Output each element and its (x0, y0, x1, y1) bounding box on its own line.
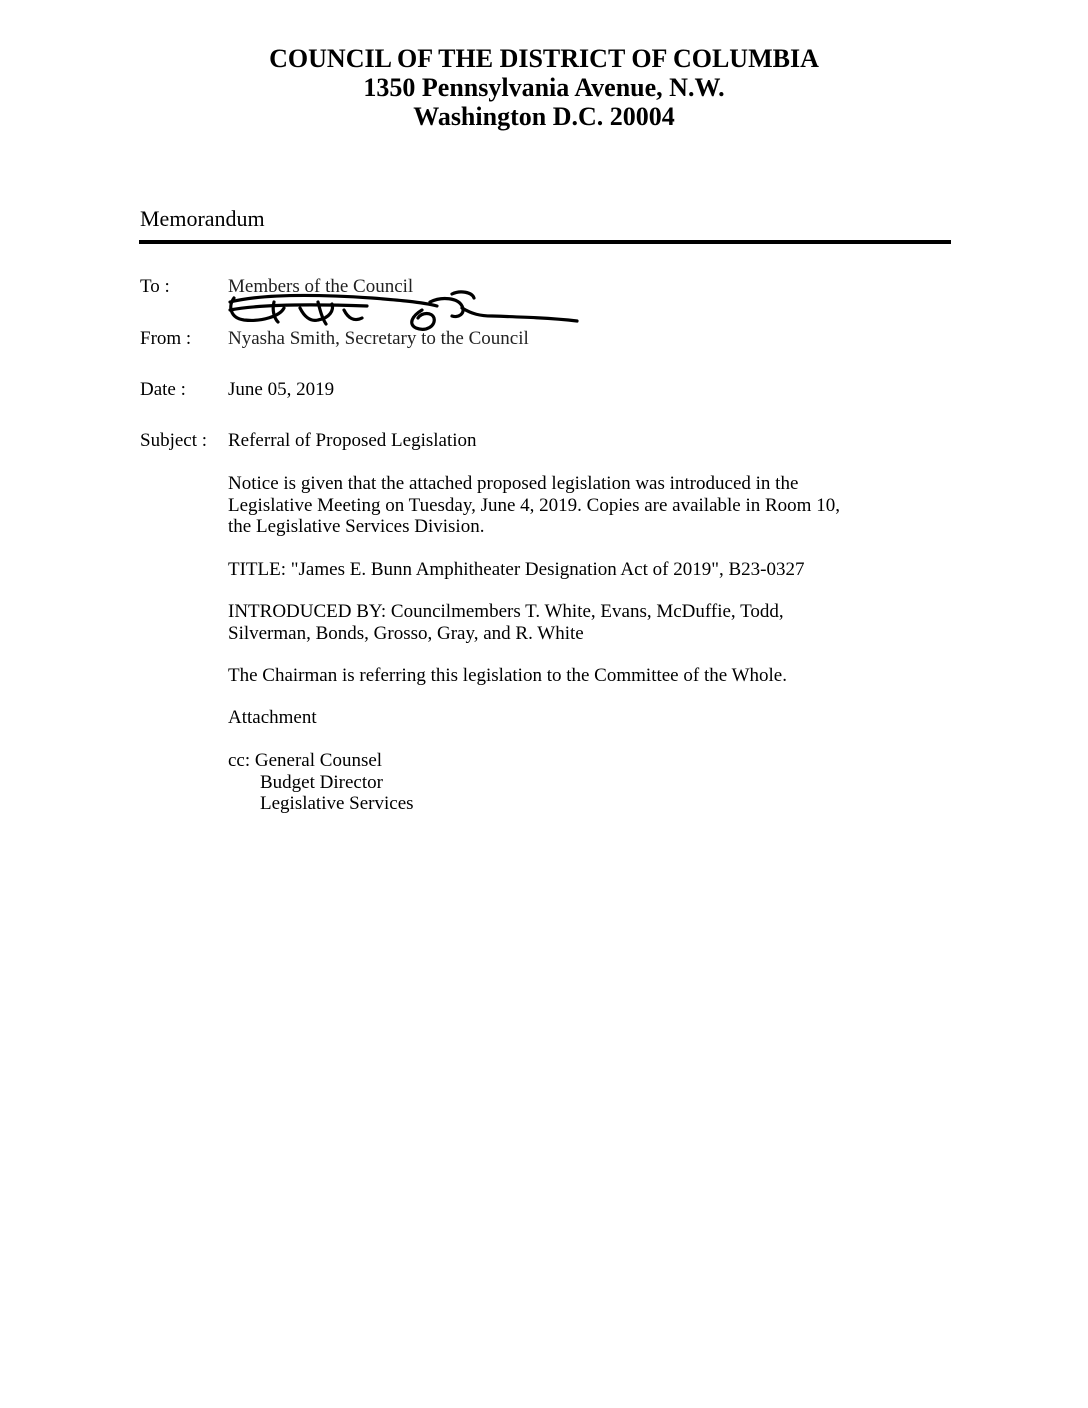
from-value: Nyasha Smith, Secretary to the Council (228, 328, 529, 349)
street-address: 1350 Pennsylvania Avenue, N.W. (363, 73, 725, 102)
referral-text: The Chairman is referring this legislation to the Committee of the Whole. (228, 665, 787, 686)
cc-line: cc: General Counsel (228, 750, 383, 771)
introduced-line: INTRODUCED BY: Councilmembers T. White, Evans, McDuffie, Todd, (228, 601, 784, 622)
title-paragraph (228, 559, 948, 581)
letterhead (0, 44, 1088, 131)
notice-paragraph (228, 473, 948, 538)
cc-line: Legislative Services (260, 793, 414, 814)
to-value: Members of the Council (228, 276, 414, 297)
legislation-title: TITLE: "James E. Bunn Amphitheater Designation Act of 2019", B23-0327 (228, 559, 805, 580)
introduced-line: Silverman, Bonds, Grosso, Gray, and R. White (228, 622, 584, 644)
attachment-text: Attachment (228, 707, 317, 728)
header-divider (139, 240, 951, 244)
date-label: Date : (140, 379, 186, 400)
notice-line: the Legislative Services Division. (228, 516, 485, 537)
cc-list (228, 750, 948, 815)
cc-line: Budget Director (260, 771, 383, 793)
city-address: Washington D.C. 20004 (413, 102, 675, 131)
subject-value: Referral of Proposed Legislation (228, 430, 477, 451)
attachment-paragraph (228, 707, 948, 729)
introduced-paragraph (228, 601, 948, 644)
notice-line: Notice is given that the attached proposed legislation was introduced in the (228, 473, 799, 494)
subject-label: Subject : (140, 430, 208, 451)
date-value: June 05, 2019 (228, 379, 335, 400)
referral-paragraph (228, 665, 948, 687)
to-label: To : (140, 276, 170, 297)
notice-line: Legislative Meeting on Tuesday, June 4, 2019. Copies are available in Room 10, (228, 494, 840, 516)
organization-name: COUNCIL OF THE DISTRICT OF COLUMBIA (269, 44, 819, 73)
from-label: From : (140, 328, 192, 349)
memo-heading: Memorandum (140, 206, 265, 231)
